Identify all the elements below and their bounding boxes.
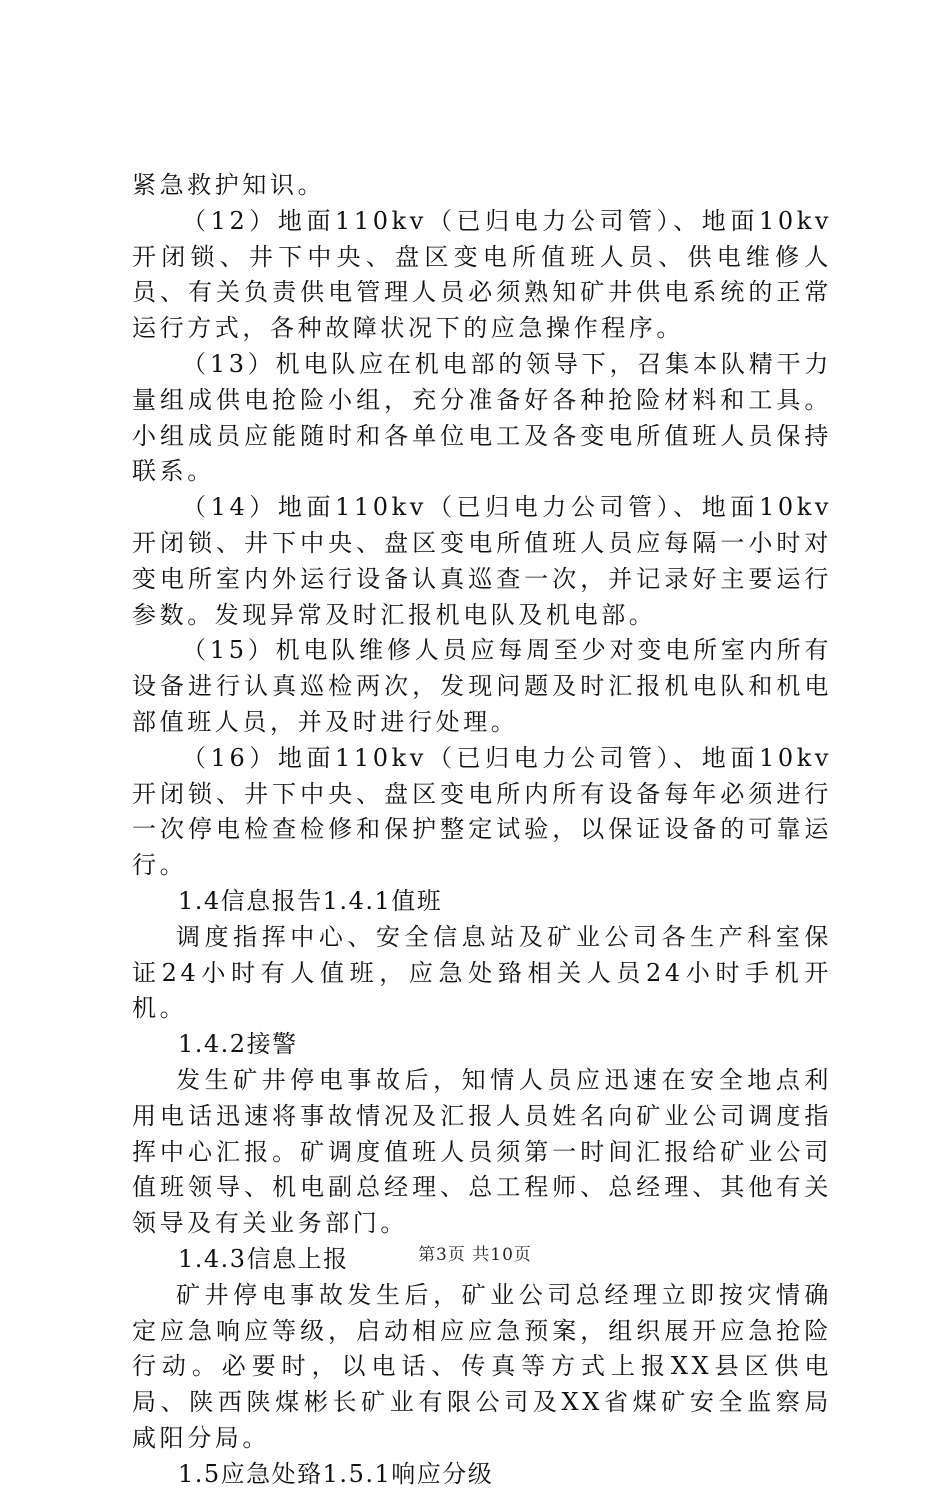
- paragraph-item-14: （14）地面110kv（已归电力公司管）、地面10kv开闭锁、井下中央、盘区变电所值班人员应每隔一小时对变电所室内外运行设备认真巡查一次，并记录好主要运行参数。发现异常及时汇报机电队及机电部。: [132, 493, 832, 629]
- paragraph-report: 矿井停电事故发生后，矿业公司总经理立即按灾情确定应急响应等级，启动相应应急预案，组织展开应急抢险行动。必要时，以电话、传真等方式上报XX县区供电局、陕西陕煤彬长矿业有限公司及XX省煤矿安全监察局咸阳分局。: [132, 1280, 832, 1452]
- section-heading-1-4-2: 1.4.2接警: [178, 1030, 298, 1059]
- paragraph-item-15: （15）机电队维修人员应每周至少对变电所室内所有设备进行认真巡检两次，发现问题及时汇报机电队和机电部值班人员，并及时进行处理。: [132, 636, 832, 736]
- paragraph-item-12: （12）地面110kv（已归电力公司管）、地面10kv开闭锁、井下中央、盘区变电所值班人员、供电维修人员、有关负责供电管理人员必须熟知矿井供电系统的正常运行方式，各种故障状况下的应急操作程序。: [132, 206, 832, 343]
- document-body: [132, 168, 832, 1492]
- paragraph-item-16: （16）地面110kv（已归电力公司管）、地面10kv开闭锁、井下中央、盘区变电所内所有设备每年必须进行一次停电检查检修和保护整定试验，以保证设备的可靠运行。: [132, 743, 832, 880]
- section-heading-1-4-3: 1.4.3信息上报: [178, 1244, 349, 1273]
- section-heading-1-5: 1.5应急处臵1.5.1响应分级: [178, 1459, 494, 1488]
- paragraph-alarm: 发生矿井停电事故后，知情人员应迅速在安全地点利用电话迅速将事故情况及汇报人员姓名向矿业公司调度指挥中心汇报。矿调度值班人员须第一时间汇报给矿业公司值班领导、机电副总经理、总工程师、总经理、其他有关领导及有关业务部门。: [132, 1065, 832, 1238]
- section-heading-1-4: 1.4信息报告1.4.1值班: [178, 886, 443, 915]
- page-number-footer: 第3页 共10页: [418, 1245, 532, 1265]
- paragraph-duty: 调度指挥中心、安全信息站及矿业公司各生产科室保证24小时有人值班，应急处臵相关人员24小时手机开机。: [132, 922, 832, 1023]
- paragraph-item-13: （13）机电队应在机电部的领导下，召集本队精干力量组成供电抢险小组，充分准备好各种抢险材料和工具。小组成员应能随时和各单位电工及各变电所值班人员保持联系。: [132, 349, 832, 486]
- paragraph: 紧急救护知识。: [132, 171, 326, 199]
